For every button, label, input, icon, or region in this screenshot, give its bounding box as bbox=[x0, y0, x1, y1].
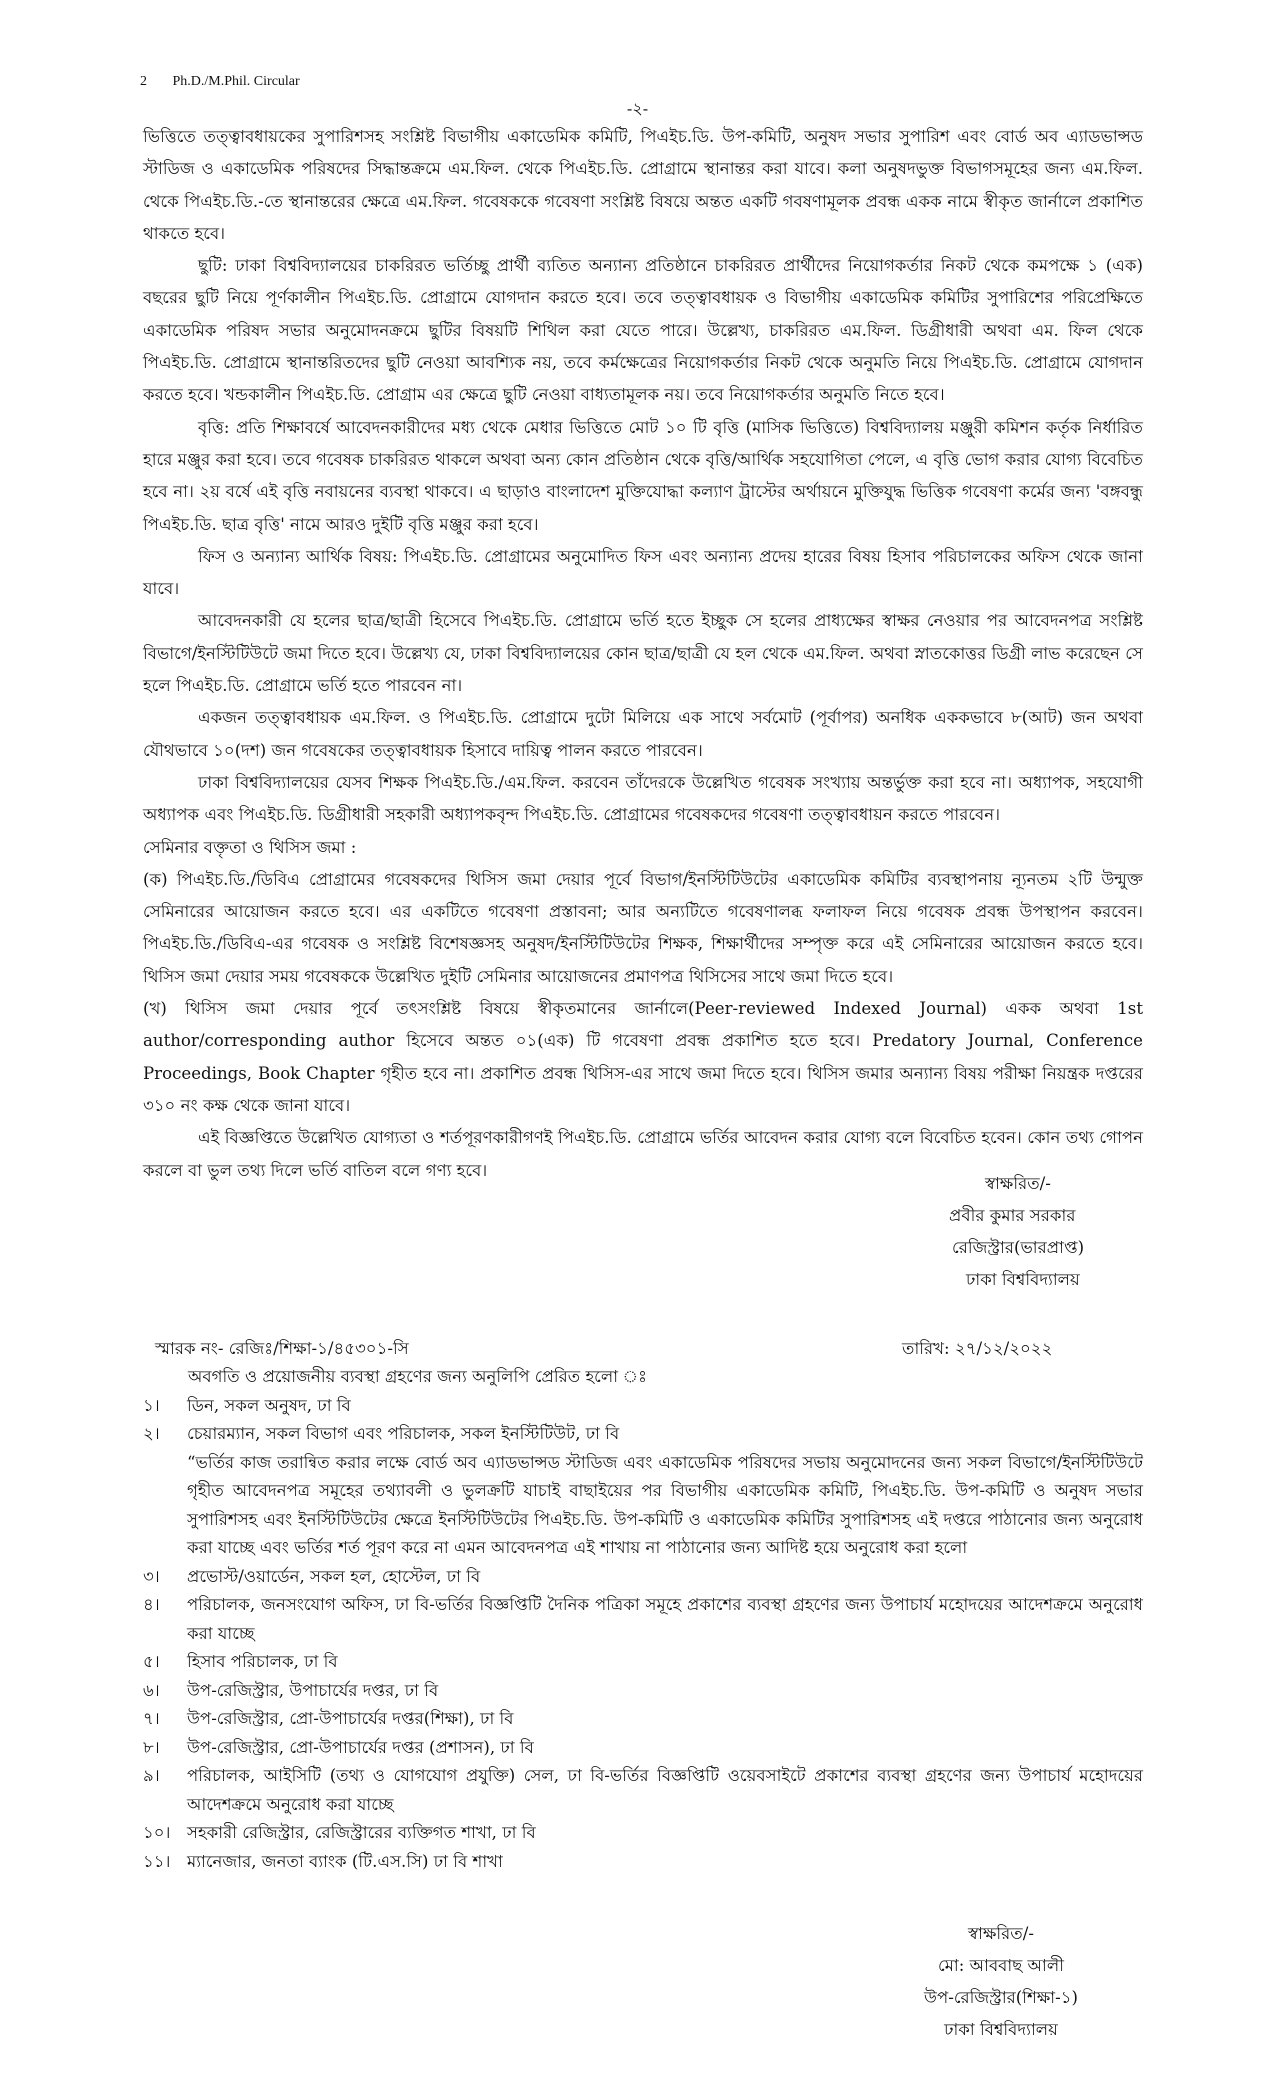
registrar-signature bbox=[943, 1168, 1084, 1296]
deputy-registrar-signature bbox=[886, 1918, 1116, 2046]
paragraph-leave: ছুটি: ঢাকা বিশ্ববিদ্যালয়ের চাকরিরত ভর্তিচ্ছু প্রার্থী ব্যতিত অন্যান্য প্রতিষ্ঠানে চাকরিরত প্রার্থীদের নিয়োগকর্তার নিকট থেকে কমপক্ষে ১ (এক) বছরের ছুটি নিয়ে পূর্ণকালীন পিএইচ.ডি. প্রোগ্রামে যোগদান করতে হবে। তবে তত্ত্বাবধায়ক ও বিভাগীয় একাডেমিক কমিটির সুপারিশের পরিপ্রেক্ষিতে একাডেমিক পরিষদ সভার অনুমোদনক্রমে ছুটির বিষয়টি শিথিল করা যেতে পারে। উল্লেখ্য, চাকরিরত এম.ফিল. ডিগ্রীধারী অথবা এম. ফিল থেকে পিএইচ.ডি. প্রোগ্রামে স্থানান্তরিতদের ছুটি নেওয়া আবশ্যিক নয়, তবে কর্মক্ষেত্রের নিয়োগকর্তার নিকট থেকে অনুমতি নিয়ে পিএইচ.ডি. প্রোগ্রামে যোগদান করতে হবে। খন্ডকালীন পিএইচ.ডি. প্রোগ্রাম এর ক্ষেত্রে ছুটি নেওয়া বাধ্যতামূলক নয়। তবে নিয়োগকর্তার অনুমতি নিতে হবে। bbox=[143, 256, 1143, 405]
list-item: ১১। ম্যানেজার, জনতা ব্যাংক (টি.এস.সি) ঢা বি শাখা bbox=[143, 1851, 503, 1871]
memo-date: তারিখ: ২৭/১২/২০২২ bbox=[902, 1339, 1053, 1358]
list-item: ৭। উপ-রেজিস্ট্রার, প্রো-উপাচার্যের দপ্তর(শিক্ষা), ঢা বি bbox=[143, 1709, 514, 1728]
page-mark: -২- bbox=[626, 99, 649, 118]
signatory-name: মো: আববাছ আলী bbox=[937, 1956, 1065, 1975]
page-header bbox=[140, 74, 300, 90]
paragraph-hall: আবেদনকারী যে হলের ছাত্র/ছাত্রী হিসেবে পিএইচ.ডি. প্রোগ্রামে ভর্তি হতে ইচ্ছুক সে হলের প্রাধ্যক্ষের স্বাক্ষর নেওয়ার পর আবেদনপত্র সংশ্লিষ্ট বিভাগে/ইনস্টিটিউটে জমা দিতে হবে। উল্লেখ্য যে, ঢাকা বিশ্ববিদ্যালয়ের কোন ছাত্র/ছাত্রী যে হল থেকে এম.ফিল. অথবা স্নাতকোত্তর ডিগ্রী লাভ করেছেন সে হলে পিএইচ.ডি. প্রোগ্রামে ভর্তি হতে পারবেন না। bbox=[143, 611, 1143, 696]
distribution-intro: অবগতি ও প্রয়োজনীয় ব্যবস্থা গ্রহণের জন্য অনুলিপি প্রেরিত হলো ঃ bbox=[188, 1367, 648, 1386]
distribution-list bbox=[143, 1363, 1143, 1876]
distribution-note: “ভর্তির কাজ তরান্বিত করার লক্ষে বোর্ড অব এ্যাডভান্সড স্টাডিজ এবং একাডেমিক পরিষদের সভায় অনুমোদনের জন্য সকল বিভাগে/ইনস্টিটিউটে গৃহীত আবেদনপত্র সমূহের তথ্যাবলী ও ভুলক্রটি যাচাই বাছাইয়ের পর বিভাগীয় একাডেমিক কমিটি, পিএইচ.ডি. উপ-কমিটি ও অনুষদ সভার সুপারিশসহ এবং ইনস্টিটিউটের ক্ষেত্রে ইনস্টিটিউটের পিএইচ.ডি. উপ-কমিটি ও একাডেমিক কমিটির সুপারিশসহ এই দপ্তরে পাঠানোর জন্য অনুরোধ করা যাচ্ছে এবং ভর্তির শর্ত পূরণ করে না এমন আবেদনপত্র এই শাখায় না পাঠানোর জন্য আদিষ্ট হয়ে অনুরোধ করা হলো bbox=[187, 1452, 1143, 1557]
signed-mark: স্বাক্ষরিত/- bbox=[985, 1174, 1051, 1193]
signed-mark: স্বাক্ষরিত/- bbox=[968, 1924, 1034, 1943]
list-item: ২। চেয়ারম্যান, সকল বিভাগ এবং পরিচালক, সকল ইনস্টিটিউট, ঢা বি bbox=[143, 1424, 620, 1443]
paragraph-fees: ফিস ও অন্যান্য আর্থিক বিষয়: পিএইচ.ডি. প্রোগ্রামের অনুমোদিত ফিস এবং অন্যান্য প্রদেয় হারের বিষয় হিসাব পরিচালকের অফিস থেকে জানা যাবে। bbox=[143, 546, 1143, 599]
paragraph-transfer: ভিত্তিতে তত্ত্বাবধায়কের সুপারিশসহ সংশ্লিষ্ট বিভাগীয় একাডেমিক কমিটি, পিএইচ.ডি. উপ-কমিটি, অনুষদ সভার সুপারিশ এবং বোর্ড অব এ্যাডভান্সড স্টাডিজ ও একাডেমিক পরিষদের সিদ্ধান্তক্রমে এম.ফিল. থেকে পিএইচ.ডি. প্রোগ্রামে স্থানান্তর করা যাবে। কলা অনুষদভুক্ত বিভাগসমূহের জন্য এম.ফিল. থেকে পিএইচ.ডি.-তে স্থানান্তরের ক্ষেত্রে এম.ফিল. গবেষককে গবেষণা সংশ্লিষ্ট বিষয়ে অন্তত একটি গবষণামূলক প্রবন্ধ একক নামে স্বীকৃত জার্নালে প্রকাশিত থাকতে হবে। bbox=[143, 127, 1143, 243]
signatory-designation: রেজিস্ট্রার(ভারপ্রাপ্ত) bbox=[952, 1238, 1085, 1257]
paragraph-scholarship: বৃত্তি: প্রতি শিক্ষাবর্ষে আবেদনকারীদের মধ্য থেকে মেধার ভিত্তিতে মোট ১০ টি বৃত্তি (মাসিক ভিত্তিতে) বিশ্ববিদ্যালয় মঞ্জুরী কমিশন কর্তৃক নির্ধারিত হারে মঞ্জুর করা হবে। তবে গবেষক চাকরিরত থাকলে অথবা অন্য কোন প্রতিষ্ঠান থেকে বৃত্তি/আর্থিক সহযোগিতা পেলে, এ বৃত্তি ভোগ করার যোগ্য বিবেচিত হবে না। ২য় বর্ষে এই বৃত্তি নবায়নের ব্যবস্থা থাকবে। এ ছাড়াও বাংলাদেশ মুক্তিযোদ্ধা কল্যাণ ট্রাস্টের অর্থায়নে মুক্তিযুদ্ধ ভিত্তিক গবেষণা কর্মের জন্য 'বঙ্গবন্ধু পিএইচ.ডি. ছাত্র বৃত্তি' নামে আরও দুইটি বৃত্তি মঞ্জুর করা হবে। bbox=[143, 417, 1143, 534]
list-item: ৩। প্রভোস্ট/ওয়ার্ডেন, সকল হল, হোস্টেল, ঢা বি bbox=[143, 1566, 481, 1586]
seminar-heading: সেমিনার বক্তৃতা ও থিসিস জমা : bbox=[143, 837, 357, 857]
signatory-organization: ঢাকা বিশ্ববিদ্যালয় bbox=[944, 2020, 1058, 2039]
list-item: ৮। উপ-রেজিস্ট্রার, প্রো-উপাচার্যের দপ্তর (প্রশাসন), ঢা বি bbox=[143, 1737, 534, 1757]
list-item: ৫। হিসাব পরিচালক, ঢা বি bbox=[143, 1652, 338, 1671]
list-item: ১। ডিন, সকল অনুষদ, ঢা বি bbox=[143, 1395, 351, 1415]
document-title: Ph.D./M.Phil. Circular bbox=[172, 74, 300, 89]
circular-body bbox=[143, 121, 1143, 1187]
paragraph-thesis-kha: (খ) থিসিস জমা দেয়ার পূর্বে তৎসংশ্লিষ্ট বিষয়ে স্বীকৃতমানের জার্নালে(Peer-reviewed Indexed Journal) একক অথবা 1st author/corresponding author হিসেবে অন্তত ০১(এক) টি গবেষণা প্রবন্ধ প্রকাশিত হতে হবে। Predatory Journal, Conference Proceedings, Book Chapter গৃহীত হবে না। প্রকাশিত প্রবন্ধ থিসিস-এর সাথে জমা দিতে হবে। থিসিস জমার অন্যান্য বিষয় পরীক্ষা নিয়ন্ত্রক দপ্তরের ৩১০ নং কক্ষ থেকে জানা যাবে। bbox=[143, 999, 1143, 1115]
list-item: ১০। সহকারী রেজিস্ট্রার, রেজিস্ট্রারের ব্যক্তিগত শাখা, ঢা বি bbox=[143, 1823, 536, 1842]
paragraph-supervisor-limit: একজন তত্ত্বাবধায়ক এম.ফিল. ও পিএইচ.ডি. প্রোগ্রামে দুটো মিলিয়ে এক সাথে সর্বমোট (পূর্বাপর) অনধিক এককভাবে ৮(আট) জন অথবা যৌথভাবে ১০(দশ) জন গবেষকের তত্ত্বাবধায়ক হিসাবে দায়িত্ব পালন করতে পারবেন। bbox=[143, 708, 1143, 760]
signatory-name: প্রবীর কুমার সরকার bbox=[949, 1206, 1076, 1225]
paragraph-seminar-ka: (ক) পিএইচ.ডি./ডিবিএ প্রোগ্রামের গবেষকদের থিসিস জমা দেয়ার পূর্বে বিভাগ/ইনস্টিটিউটের একাডেমিক কমিটির ব্যবস্থাপনায় ন্যূনতম ২টি উন্মুক্ত সেমিনারের আয়োজন করতে হবে। এর একটিতে গবেষণা প্রস্তাবনা; আর অন্যটিতে গবেষণালব্ধ ফলাফল নিয়ে গবেষক প্রবন্ধ উপস্থাপন করবেন। পিএইচ.ডি./ডিবিএ-এর গবেষক ও সংশ্লিষ্ট বিশেষজ্ঞসহ অনুষদ/ইনস্টিটিউটের শিক্ষক, শিক্ষার্থীদের সম্পৃক্ত করে এই সেমিনারের আয়োজন করতে হবে। থিসিস জমা দেয়ার সময় গবেষককে উল্লেখিত দুইটি সেমিনার আয়োজনের প্রমাণপত্র থিসিসের সাথে জমা দিতে হবে। bbox=[143, 869, 1143, 986]
paragraph-teachers: ঢাকা বিশ্ববিদ্যালয়ের যেসব শিক্ষক পিএইচ.ডি./এম.ফিল. করবেন তাঁদেরকে উল্লেখিত গবেষক সংখ্যায় অন্তর্ভুক্ত করা হবে না। অধ্যাপক, সহযোগী অধ্যাপক এবং পিএইচ.ডি. ডিগ্রীধারী সহকারী অধ্যাপকবৃন্দ পিএইচ.ডি. প্রোগ্রামের গবেষকদের গবেষণা তত্ত্বাবধায়ন করতে পারবেন। bbox=[143, 772, 1143, 825]
page-number: 2 bbox=[140, 74, 147, 89]
list-item: ৯। পরিচালক, আইসিটি (তথ্য ও যোগযোগ প্রযুক্তি) সেল, ঢা বি-ভর্তির বিজ্ঞপ্তিটি ওয়েবসাইটে প্রকাশের ব্যবস্থা গ্রহণের জন্য উপাচার্য মহোদয়ের আদেশক্রমে অনুরোধ করা যাচ্ছে bbox=[143, 1766, 1143, 1814]
list-item: ৬। উপ-রেজিস্ট্রার, উপাচার্যের দপ্তর, ঢা বি bbox=[143, 1680, 439, 1700]
memo-reference: স্মারক নং- রেজিঃ/শিক্ষা-১/৪৫৩০১-সি bbox=[155, 1339, 409, 1358]
paragraph-eligibility: এই বিজ্ঞপ্তিতে উল্লেখিত যোগ্যতা ও শর্তপূরণকারীগণই পিএইচ.ডি. প্রোগ্রামে ভর্তির আবেদন করার যোগ্য বলে বিবেচিত হবেন। কোন তথ্য গোপন করলে বা ভুল তথ্য দিলে ভর্তি বাতিল বলে গণ্য হবে। bbox=[143, 1128, 1143, 1180]
signatory-designation: উপ-রেজিস্ট্রার(শিক্ষা-১) bbox=[924, 1988, 1078, 2007]
signatory-organization: ঢাকা বিশ্ববিদ্যালয় bbox=[966, 1270, 1080, 1289]
list-item: ৪। পরিচালক, জনসংযোগ অফিস, ঢা বি-ভর্তির বিজ্ঞপ্তিটি দৈনিক পত্রিকা সমূহে প্রকাশের ব্যবস্থা গ্রহণের জন্য উপাচার্য মহোদয়ের আদেশক্রমে অনুরোধ করা যাচ্ছে bbox=[143, 1595, 1143, 1643]
